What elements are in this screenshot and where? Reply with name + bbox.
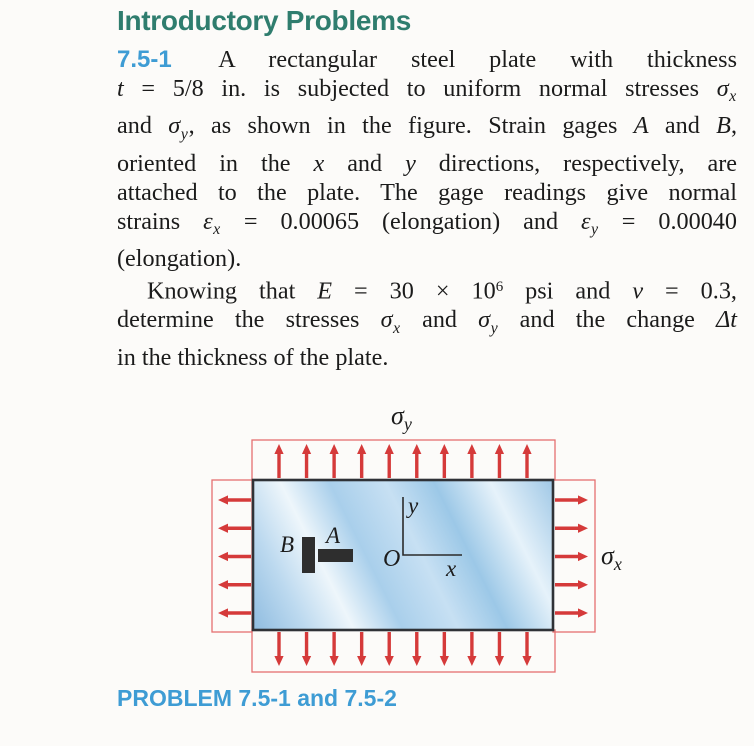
x-axis-label: x: [446, 556, 457, 581]
problem-text: 7.5-1 A rectangular steel plate with thickness t = 5/8 in. is subjected to uniform normal stresses $\sigma_x$ and $\sigma_y$, as shown in the figure. Strain gages A and B, oriented in the x and y directions, respectively, are attached to the plate. The gage readings give normal strains $\varepsilon_x = 0.00065$ (elongation) and $\varepsilon_y = 0.00040$ (elongation). Knowing that $E = 30 \times 10^6$ psi and ν = 0.3, determine the stresses $\sigma_x$ and $\sigma_y$ and the change Δt in the thickness of the plate.: [117, 46, 737, 371]
gage-a-label: A: [326, 523, 341, 548]
origin-label: O: [383, 546, 401, 572]
section-title: Introductory Problems: [117, 5, 411, 36]
y-axis-label: y: [408, 493, 419, 518]
tension-frame-bottom: [252, 630, 555, 672]
tension-arrows-bottom: [274, 632, 531, 666]
tension-arrows-right: [555, 495, 588, 617]
gage-a-bar: [318, 549, 353, 562]
gage-b-label: B: [280, 532, 295, 557]
tension-arrows-top: [274, 444, 531, 478]
stress-figure: [180, 393, 650, 688]
sigma-y-label: $\sigma_y$: [391, 401, 412, 434]
sigma-x-label: $\sigma_x$: [601, 541, 622, 574]
tension-arrows-left: [218, 495, 251, 617]
tension-frame-top: [252, 440, 555, 480]
problem-column: [117, 4, 737, 372]
figure-caption: PROBLEM 7.5-1 and 7.5-2: [117, 685, 397, 711]
gage-b-bar: [302, 537, 315, 573]
